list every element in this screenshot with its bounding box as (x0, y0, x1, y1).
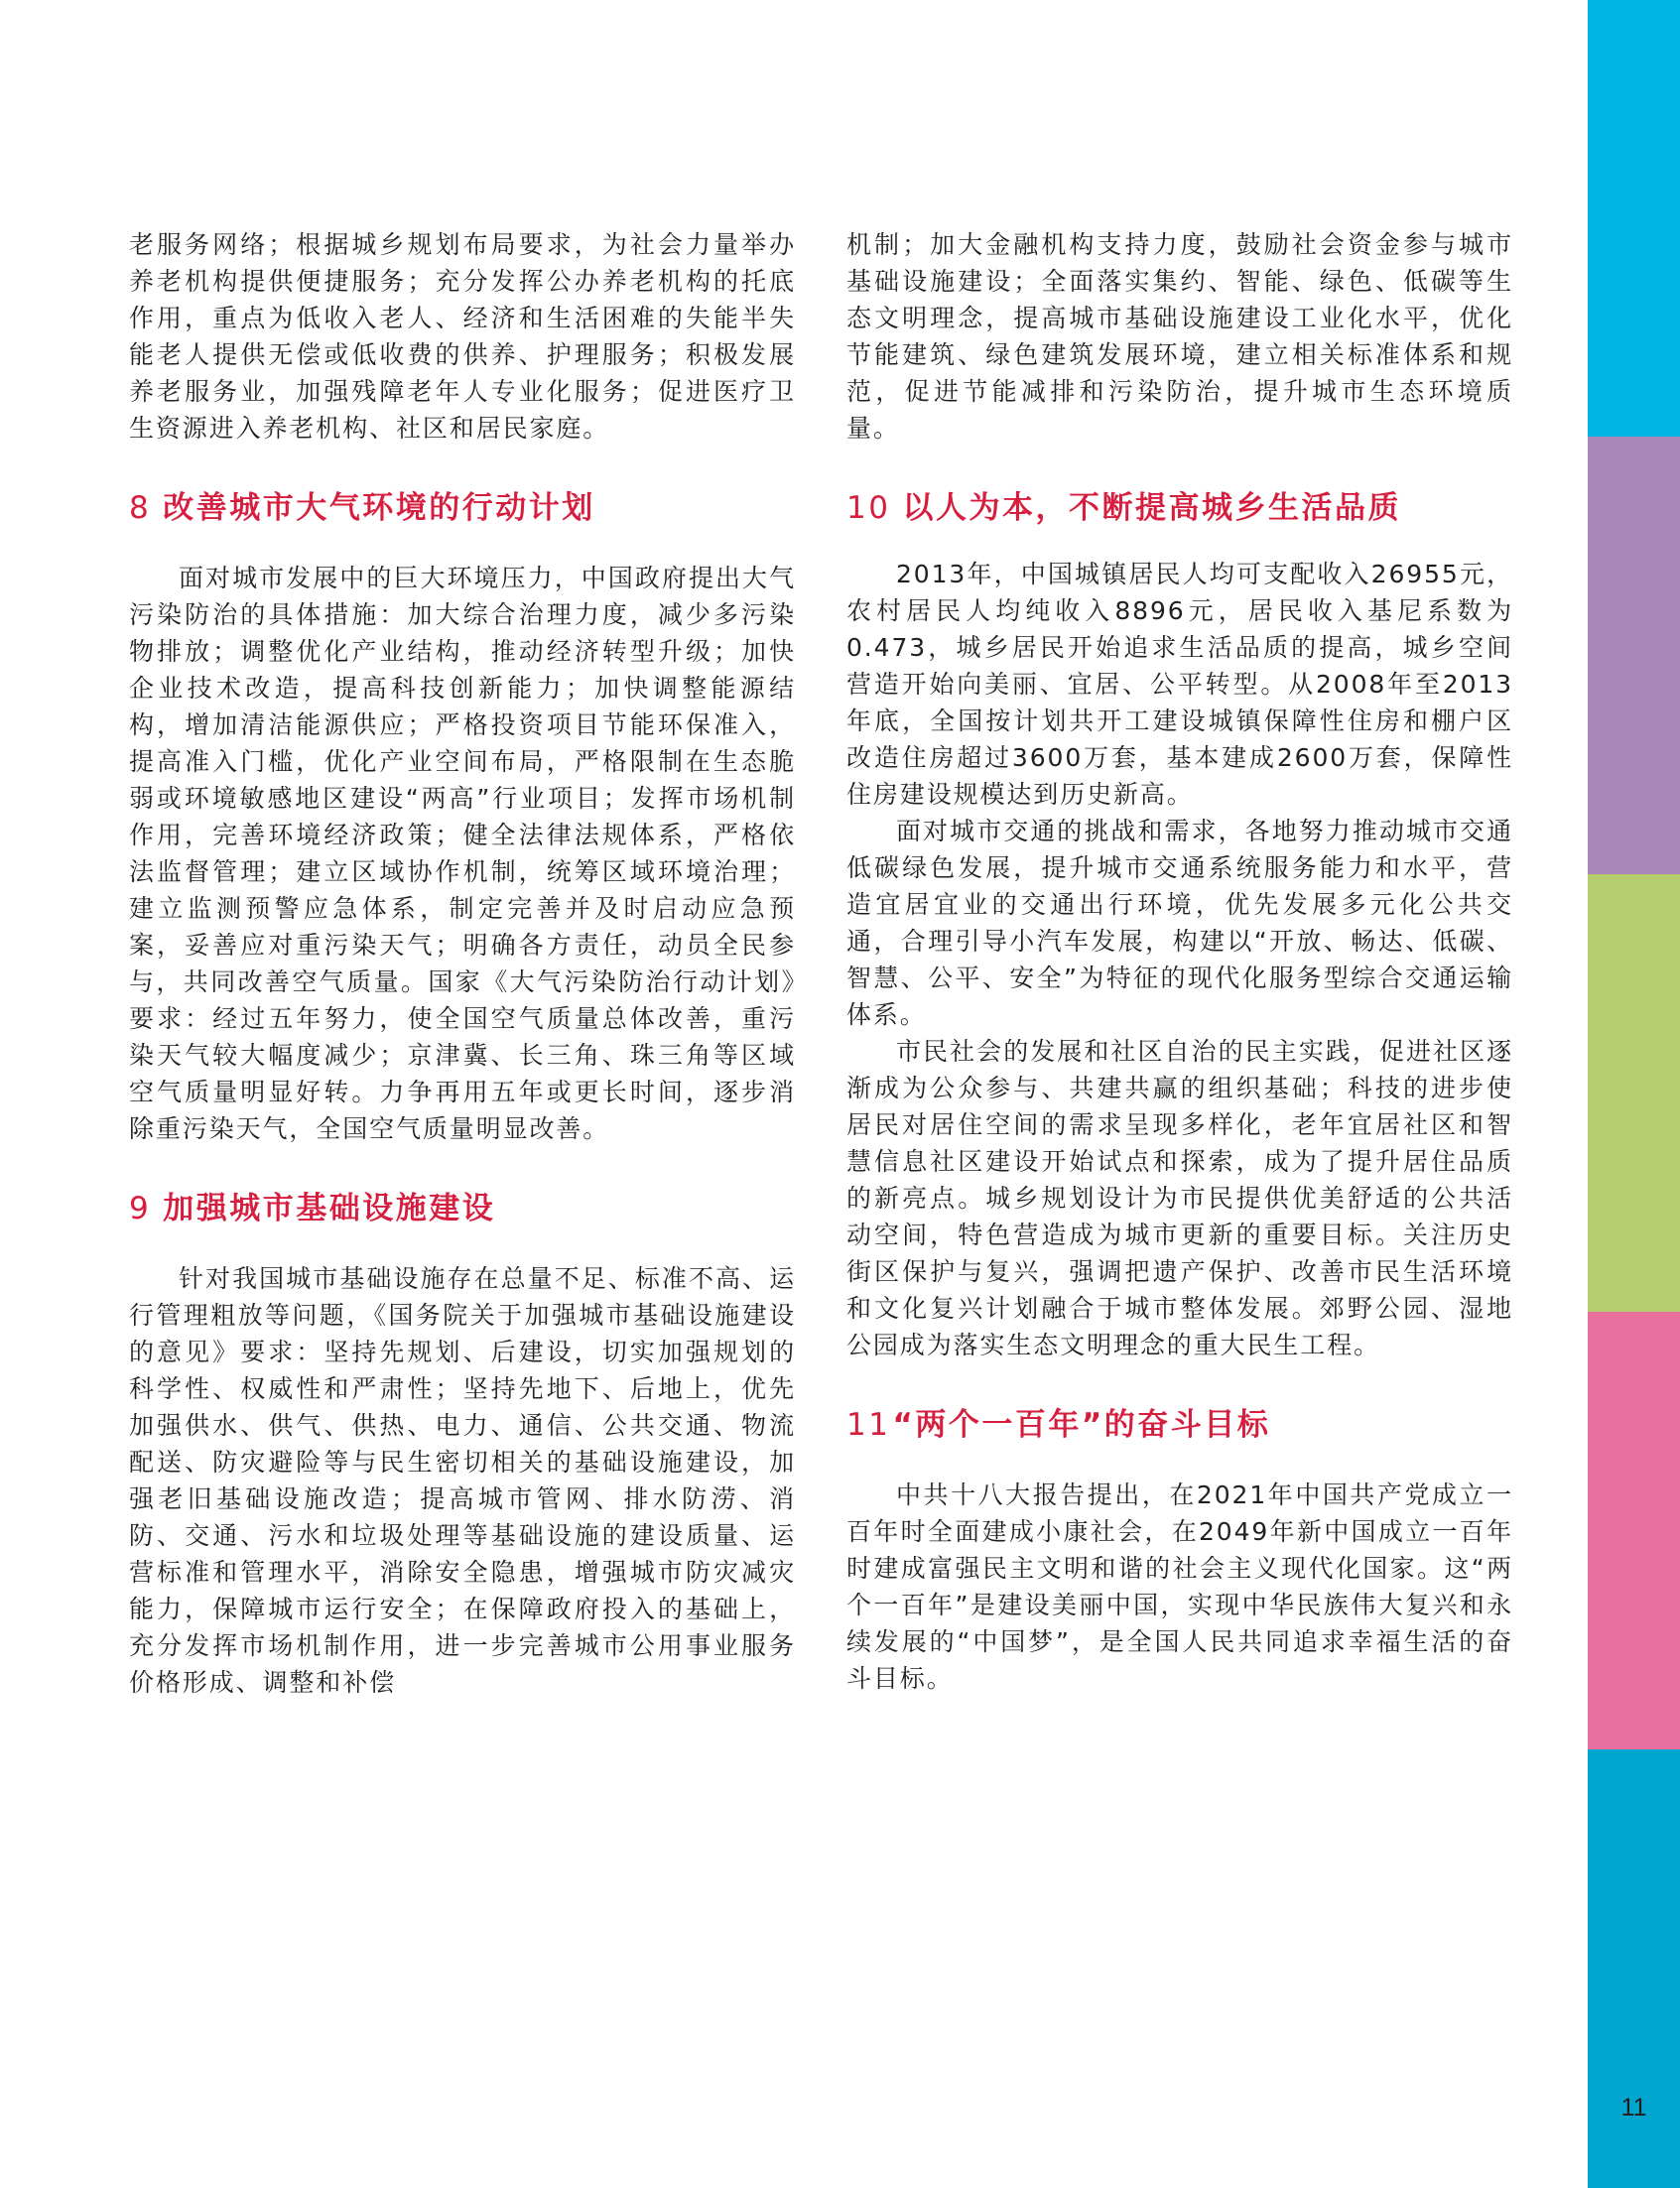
section-10-number: 10 (846, 490, 891, 526)
section-10-paragraph-2: 面对城市交通的挑战和需求，各地努力推动城市交通低碳绿色发展，提升城市交通系统服务能力和水平，营造宜居宜业的交通出行环境，优先发展多元化公共交通，合理引导小汽车发展，构建以“开放、畅达、低碳、智慧、公平、安全”为特征的现代化服务型综合交通运输体系。 (846, 817, 1513, 1029)
section-11-number: 11 (846, 1407, 891, 1443)
sidebar-band-pink (1588, 1312, 1680, 1749)
section-10-paragraph-3: 市民社会的发展和社区自治的民主实践，促进社区逐渐成为公众参与、共建共赢的组织基础；科技的进步使居民对居住空间的需求呈现多样化，老年宜居社区和智慧信息社区建设开始试点和探索，成为了提升居住品质的新亮点。城乡规划设计为市民提供优美舒适的公共活动空间，特色营造成为城市更新的重要目标。关注历史街区保护与复兴，强调把遗产保护、改善市民生活环境和文化复兴计划融合于城市整体发展。郊野公园、湿地公园成为落实生态文明理念的重大民生工程。 (846, 1037, 1513, 1359)
right-intro-paragraph: 机制；加大金融机构支持力度，鼓励社会资金参与城市基础设施建设；全面落实集约、智能、绿色、低碳等生态文明理念，提高城市基础设施建设工业化水平，优化节能建筑、绿色建筑发展环境，建立相关标准体系和规范，促进节能减排和污染防治，提升城市生态环境质量。 (846, 230, 1513, 443)
section-8-paragraph: 面对城市发展中的巨大环境压力，中国政府提出大气污染防治的具体措施：加大综合治理力度，减少多污染物排放；调整优化产业结构，推动经济转型升级；加快企业技术改造，提高科技创新能力；加快调整能源结构，增加清洁能源供应；严格投资项目节能环保准入，提高准入门槛，优化产业空间布局，严格限制在生态脆弱或环境敏感地区建设“两高”行业项目；发挥市场机制作用，完善环境经济政策；健全法律法规体系，严格依法监督管理；建立区域协作机制，统筹区域环境治理；建立监测预警应急体系，制定完善并及时启动应急预案，妥善应对重污染天气；明确各方责任，动员全民参与，共同改善空气质量。国家《大气污染防治行动计划》要求：经过五年努力，使全国空气质量总体改善，重污染天气较大幅度减少；京津冀、长三角、珠三角等区域空气质量明显好转。力争再用五年或更长时间，逐步消除重污染天气，全国空气质量明显改善。 (129, 564, 796, 1143)
sidebar-band-purple (1588, 437, 1680, 874)
section-10-title: 以人为本，不断提高城乡生活品质 (902, 490, 1401, 526)
section-8-number: 8 (129, 490, 152, 526)
left-column (129, 226, 796, 1701)
section-11-paragraph: 中共十八大报告提出，在2021年中国共产党成立一百年时全面建成小康社会，在2049年新中国成立一百年时建成富强民主文明和谐的社会主义现代化国家。这“两个一百年”是建设美丽中国，实现中华民族伟大复兴和永续发展的“中国梦”，是全国人民共同追求幸福生活的奋斗目标。 (846, 1480, 1513, 1693)
section-11-heading (846, 1405, 1513, 1445)
sidebar-band-blue (1588, 0, 1680, 437)
right-column (846, 226, 1513, 1697)
section-9-number: 9 (129, 1191, 152, 1226)
section-10-paragraph-1: 2013年，中国城镇居民人均可支配收入26955元，农村居民人均纯收入8896元，居民收入基尼系数为0.473，城乡居民开始追求生活品质的提高，城乡空间营造开始向美丽、宜居、公平转型。从2008年至2013年底，全国按计划共开工建设城镇保障性住房和棚户区改造住房超过3600万套，基本建成2600万套，保障性住房建设规模达到历史新高。 (846, 560, 1513, 809)
left-intro-paragraph: 老服务网络；根据城乡规划布局要求，为社会力量举办养老机构提供便捷服务；充分发挥公办养老机构的托底作用，重点为低收入老人、经济和生活困难的失能半失能老人提供无偿或低收费的供养、护理服务；积极发展养老服务业，加强残障老年人专业化服务；促进医疗卫生资源进入养老机构、社区和居民家庭。 (129, 230, 796, 443)
page-number: 11 (1620, 2094, 1647, 2122)
section-8-heading (129, 488, 796, 528)
section-9-paragraph: 针对我国城市基础设施存在总量不足、标准不高、运行管理粗放等问题，《国务院关于加强城市基础设施建设的意见》要求：坚持先规划、后建设，切实加强规划的科学性、权威性和严肃性；坚持先地下、后地上，优先加强供水、供气、供热、电力、通信、公共交通、物流配送、防灾避险等与民生密切相关的基础设施建设，加强老旧基础设施改造；提高城市管网、排水防涝、消防、交通、污水和垃圾处理等基础设施的建设质量、运营标准和管理水平，消除安全隐患，增强城市防灾减灾能力，保障城市运行安全；在保障政府投入的基础上，充分发挥市场机制作用，进一步完善城市公用事业服务价格形成、调整和补偿 (129, 1264, 796, 1697)
section-9-title: 加强城市基础设施建设 (163, 1191, 496, 1226)
section-9-heading (129, 1189, 796, 1228)
color-sidebar (1588, 0, 1680, 2188)
section-11-title: “两个一百年”的奋斗目标 (892, 1407, 1271, 1443)
sidebar-band-green (1588, 874, 1680, 1312)
section-10-heading (846, 488, 1513, 528)
section-8-title: 改善城市大气环境的行动计划 (163, 490, 595, 526)
